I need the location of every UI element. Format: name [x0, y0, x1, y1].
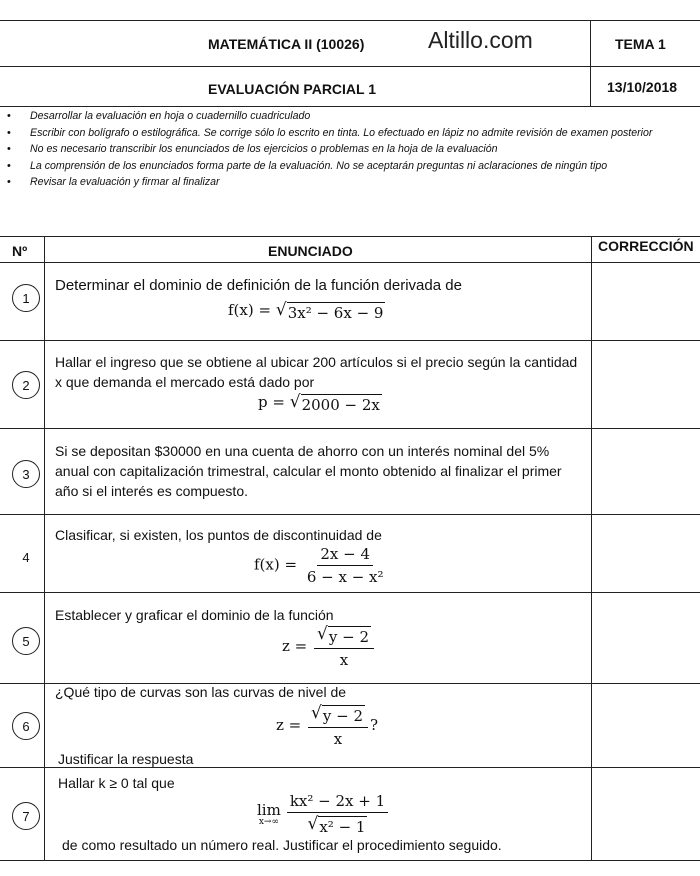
question-number-1: 1 [12, 284, 40, 312]
question-5-formula: z = √ y − 2 x [282, 625, 376, 669]
instruction-item: • Escribir con bolígrafo o estilográfica. Se corrige sólo lo escrito en tinta. Lo efectuado en lápiz no admite revisión de examen posterior [7, 126, 653, 139]
question-number-7: 7 [12, 802, 40, 830]
row-rule [0, 428, 700, 429]
header-bottom-rule [0, 106, 700, 107]
column-header-number: Nº [12, 243, 28, 259]
question-number-5: 5 [12, 627, 40, 655]
course-title: MATEMÁTICA II (10026) [208, 36, 365, 52]
table-header-rule [0, 262, 700, 263]
question-7-formula: lim x→∞ kx² − 2x + 1 √ x² − 1 [257, 792, 390, 836]
question-1-text: Determinar el dominio de definición de la función derivada de [55, 277, 462, 294]
exam-date: 13/10/2018 [607, 79, 678, 95]
question-6-text: ¿Qué tipo de curvas son las curvas de nivel de [55, 684, 347, 700]
question-6-footer: Justificar la respuesta [58, 751, 194, 767]
question-number-2: 2 [12, 371, 40, 399]
instructions-list [0, 109, 696, 192]
column-header-correction: CORRECCIÓN [598, 238, 694, 254]
column-header-statement: ENUNCIADO [268, 243, 353, 259]
question-1-formula: f(x) = √ 3x² − 6x − 9 [228, 300, 384, 322]
table-top-rule [0, 236, 700, 237]
question-7-footer: de como resultado un número real. Justificar el procedimiento seguido. [62, 837, 502, 853]
header-divider [590, 20, 591, 106]
instruction-item: • No es necesario transcribir los enunciados de los ejercicios o problemas en la hoja de la evaluación [7, 143, 498, 155]
col-divider-correction [591, 236, 592, 860]
question-4-text: Clasificar, si existen, los puntos de discontinuidad de [55, 527, 382, 543]
question-number-3: 3 [12, 460, 40, 488]
question-3-text: Si se depositan $30000 en una cuenta de ahorro con un interés nominal del 5% anual con capitalización trimestral, calcular el monto obtenido al finalizar el primer año si el interés es compuesto. [55, 443, 562, 499]
question-2-text: Hallar el ingreso que se obtiene al ubicar 200 artículos si el precio según la cantidad x que demanda el mercado está dado por [55, 354, 578, 390]
row-rule [0, 340, 700, 341]
question-5-text: Establecer y graficar el dominio de la función [55, 607, 334, 623]
limit-subscript: x→∞ [258, 817, 279, 827]
question-6-formula: z = √ y − 2 x ? [276, 703, 379, 748]
header-top-rule [0, 20, 700, 21]
header-middle-rule [0, 66, 700, 67]
instruction-item: • Desarrollar la evaluación en hoja o cuadernillo cuadriculado [7, 110, 311, 122]
row-rule [0, 514, 700, 515]
table-bottom-rule [0, 860, 700, 861]
col-divider-num [44, 236, 45, 860]
tema-label: TEMA 1 [615, 36, 666, 52]
limit-operator: lim [257, 801, 281, 819]
instruction-item: • La comprensión de los enunciados forma parte de la evaluación. No se aceptarán preguntas ni aclaraciones de ningún tipo [7, 159, 608, 172]
question-2-formula: p = √ 2000 − 2x [258, 392, 380, 414]
question-7-text: Hallar k ≥ 0 tal que [58, 775, 175, 791]
evaluation-title: EVALUACIÓN PARCIAL 1 [208, 81, 377, 97]
question-4-formula: f(x) = $\frac{2x - 4}{\text{6 − x − x²}}$ [254, 545, 384, 586]
question-number-6: 6 [12, 712, 40, 740]
question-number-4: 4 [22, 549, 30, 565]
instruction-item: • Revisar la evaluación y firmar al finalizar [7, 176, 220, 188]
watermark: Altillo.com [428, 27, 533, 53]
row-rule [0, 592, 700, 593]
